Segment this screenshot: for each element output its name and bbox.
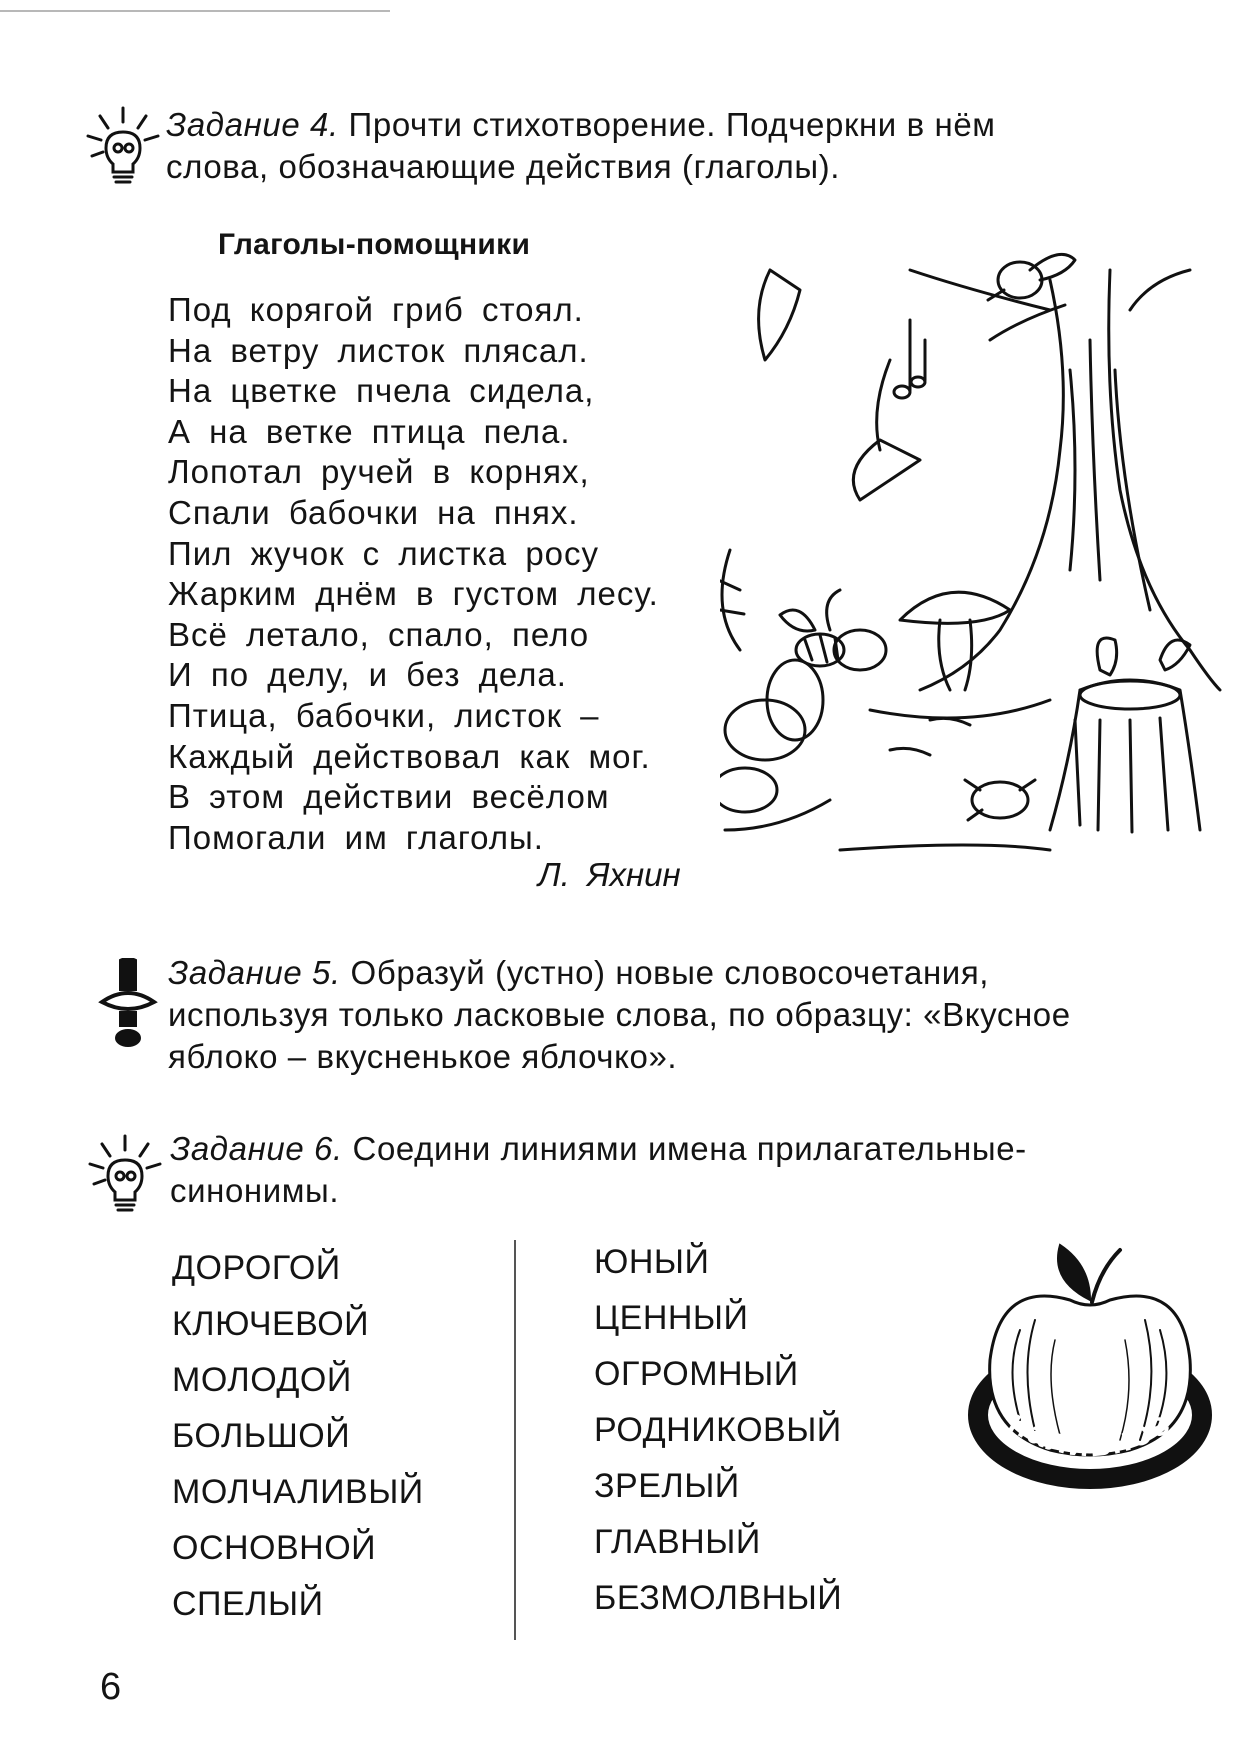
left-word: СПЕЛЫЙ (172, 1585, 324, 1623)
left-word-column (172, 1240, 424, 1632)
lightbulb-icon (86, 1132, 164, 1218)
task6-text (170, 1128, 1224, 1212)
poem-line: Спали бабочки на пнях. (168, 493, 579, 531)
task5-line3: яблоко – вкусненькое яблочко». (168, 1038, 678, 1075)
top-rule (0, 10, 390, 12)
poem-line: В этом действии весёлом (168, 778, 610, 816)
task5-line1: Образуй (устно) новые словосочетания, (350, 954, 990, 991)
left-word: МОЛОДОЙ (172, 1361, 352, 1399)
left-word: ДОРОГОЙ (172, 1249, 341, 1287)
poem-line: А на ветке птица пела. (168, 412, 571, 450)
task5-text (168, 952, 1224, 1078)
task6-label: Задание 6. (170, 1130, 343, 1167)
poem-line: Каждый действовал как мог. (168, 737, 651, 775)
page-number: 6 (100, 1666, 122, 1708)
task6-line1: Соедини линиями имена прилагательные- (352, 1130, 1027, 1167)
left-word: ОСНОВНОЙ (172, 1529, 377, 1567)
left-word: МОЛЧАЛИВЫЙ (172, 1473, 424, 1511)
poem-line: Лопотал ручей в корнях, (168, 453, 590, 491)
speaking-figure-icon (98, 958, 158, 1048)
lightbulb-icon (84, 104, 162, 190)
apple-label: наливное (1002, 1402, 1178, 1465)
right-word: ЮНЫЙ (594, 1243, 710, 1281)
poem-line: Под корягой гриб стоял. (168, 291, 584, 328)
poem-line: Помогали им глаголы. (168, 818, 544, 856)
forest-illustration (720, 250, 1225, 860)
task4-label: Задание 4. (166, 106, 339, 143)
poem-title: Глаголы-помощники (218, 228, 531, 261)
right-word-column (594, 1234, 842, 1626)
poem-line: На цветке пчела сидела, (168, 372, 595, 410)
poem-line: И по делу, и без дела. (168, 656, 567, 694)
task5-label: Задание 5. (168, 954, 341, 991)
column-divider (514, 1240, 516, 1640)
right-word: ГЛАВНЫЙ (594, 1523, 761, 1561)
poem-line: Всё летало, спало, пело (168, 615, 590, 653)
right-word: ЗРЕЛЫЙ (594, 1467, 740, 1505)
right-word: РОДНИКОВЫЙ (594, 1411, 842, 1449)
poem-line: Пил жучок с листка росу (168, 534, 600, 572)
task4-line2: слова, обозначающие действия (глаголы). (166, 148, 840, 185)
poem-line: Жарким днём в густом лесу. (168, 575, 659, 613)
task5-line2: используя только ласковые слова, по образцу: «Вкусное (168, 996, 1071, 1033)
poem (168, 290, 659, 858)
left-word: КЛЮЧЕВОЙ (172, 1305, 370, 1343)
right-word: ОГРОМНЫЙ (594, 1355, 799, 1393)
poem-author: Л. Яхнин (538, 856, 681, 893)
task4-text (166, 104, 1224, 188)
right-word: ЦЕННЫЙ (594, 1299, 749, 1337)
apple-illustration (960, 1240, 1220, 1510)
task4-line1: Прочти стихотворение. Подчеркни в нём (348, 106, 996, 143)
task6-line2: синонимы. (170, 1172, 340, 1209)
right-word: БЕЗМОЛВНЫЙ (594, 1579, 843, 1617)
left-word: БОЛЬШОЙ (172, 1417, 351, 1455)
poem-line: На ветру листок плясал. (168, 331, 589, 369)
poem-line: Птица, бабочки, листок – (168, 696, 600, 734)
